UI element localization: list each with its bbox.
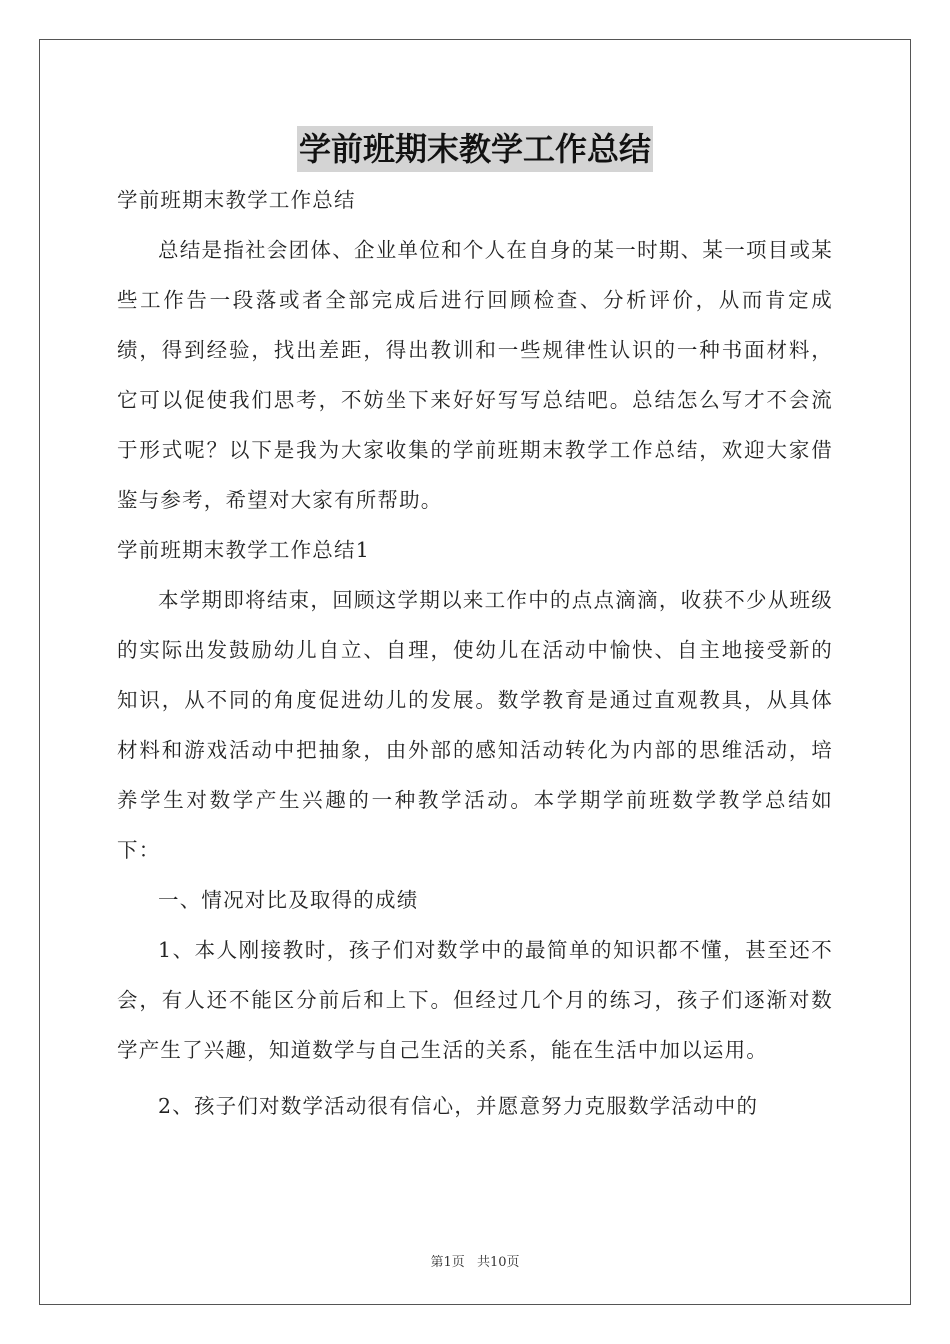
list-item-1: 1、本人刚接教时，孩子们对数学中的最简单的知识都不懂，甚至还不会，有人还不能区分前后和上下。但经过几个月的练习，孩子们逐渐对数学产生了兴趣，知道数学与自己生活的关系，能在生活中加以运用。 — [117, 938, 833, 1062]
intro-paragraph: 总结是指社会团体、企业单位和个人在自身的某一时期、某一项目或某些工作告一段落或者全部完成后进行回顾检查、分析评价，从而肯定成绩，得到经验，找出差距，得出教训和一些规律性认识的一种书面材料，它可以促使我们思考，不妨坐下来好好写写总结吧。总结怎么写才不会流于形式呢？以下是我为大家收集的学前班期末教学工作总结，欢迎大家借鉴与参考，希望对大家有所帮助。 — [117, 238, 833, 512]
page-total: 共10页 — [476, 1255, 520, 1270]
document-subtitle: 学前班期末教学工作总结 — [117, 188, 356, 212]
subsection-heading: 一、情况对比及取得的成绩 — [158, 888, 419, 912]
page-footer — [0, 1251, 950, 1270]
page-number: 第1页 — [430, 1255, 465, 1270]
section-paragraph: 本学期即将结束，回顾这学期以来工作中的点点滴滴，收获不少从班级的实际出发鼓励幼儿自立、自理，使幼儿在活动中愉快、自主地接受新的知识，从不同的角度促进幼儿的发展。数学教育是通过直观教具，从具体材料和游戏活动中把抽象，由外部的感知活动转化为内部的思维活动，培养学生对数学产生兴趣的一种教学活动。本学期学前班数学教学总结如下： — [117, 588, 833, 862]
section-heading: 学前班期末教学工作总结1 — [117, 538, 370, 562]
document-title: 学前班期末教学工作总结 — [297, 126, 653, 172]
list-item-2: 2、孩子们对数学活动很有信心，并愿意努力克服数学活动中的 — [158, 1094, 759, 1118]
document-body — [117, 175, 833, 1131]
title-container — [0, 126, 950, 172]
